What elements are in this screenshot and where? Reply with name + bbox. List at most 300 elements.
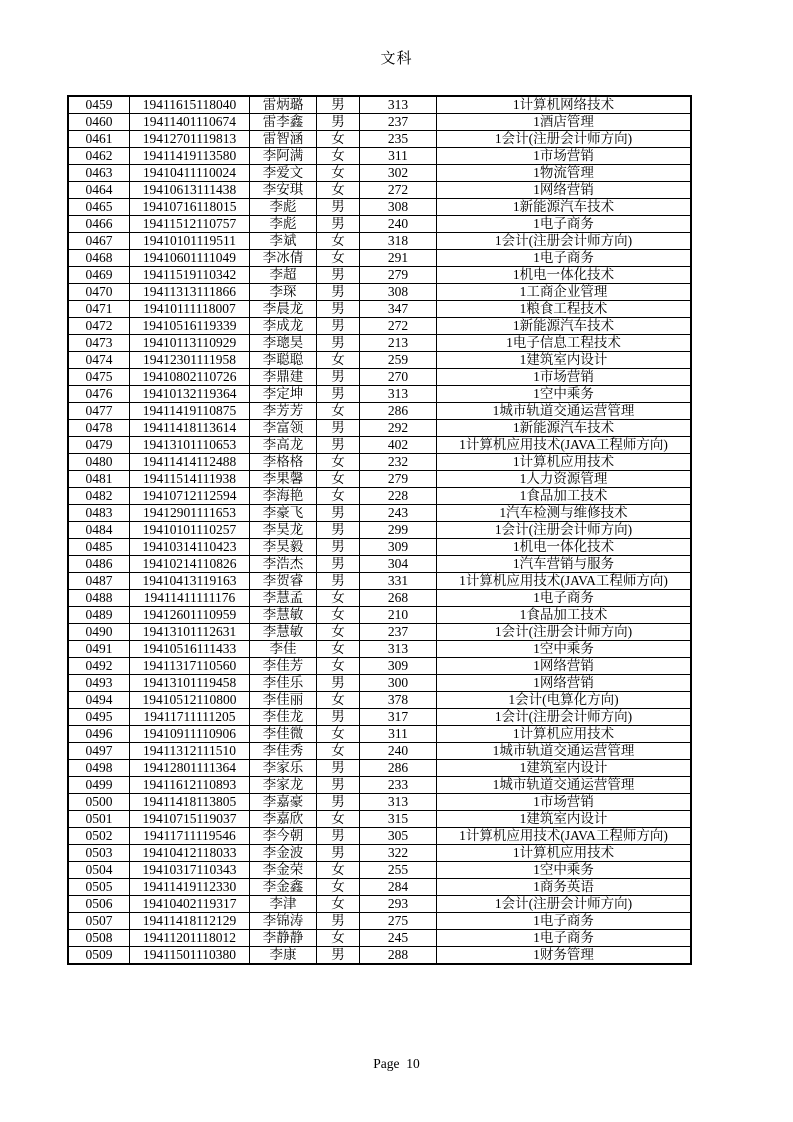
cell-seq: 0477 [68,403,130,420]
cell-seq: 0500 [68,794,130,811]
cell-score: 235 [360,131,437,148]
cell-name: 李嘉豪 [250,794,317,811]
cell-name: 李斌 [250,233,317,250]
cell-gender: 男 [317,335,360,352]
cell-seq: 0463 [68,165,130,182]
cell-seq: 0479 [68,437,130,454]
cell-gender: 女 [317,726,360,743]
cell-gender: 男 [317,267,360,284]
cell-seq: 0495 [68,709,130,726]
cell-exam-number: 19410317110343 [130,862,250,879]
cell-major: 1物流管理 [437,165,692,182]
cell-name: 李康 [250,947,317,965]
cell-exam-number: 19411419112330 [130,879,250,896]
cell-seq: 0473 [68,335,130,352]
cell-score: 347 [360,301,437,318]
cell-major: 1食品加工技术 [437,488,692,505]
cell-name: 李嘉欣 [250,811,317,828]
cell-gender: 女 [317,131,360,148]
cell-major: 1电子商务 [437,250,692,267]
table-row [68,284,691,301]
cell-major: 1空中乘务 [437,862,692,879]
cell-exam-number: 19410111118007 [130,301,250,318]
cell-seq: 0462 [68,148,130,165]
cell-seq: 0464 [68,182,130,199]
cell-score: 275 [360,913,437,930]
cell-score: 268 [360,590,437,607]
table-row [68,505,691,522]
cell-name: 李彪 [250,199,317,216]
cell-exam-number: 19410613111438 [130,182,250,199]
cell-seq: 0491 [68,641,130,658]
cell-gender: 女 [317,454,360,471]
table-row [68,539,691,556]
cell-score: 313 [360,641,437,658]
table-row [68,692,691,709]
cell-gender: 女 [317,471,360,488]
cell-gender: 男 [317,573,360,590]
cell-major: 1商务英语 [437,879,692,896]
cell-major: 1电子商务 [437,913,692,930]
cell-seq: 0468 [68,250,130,267]
cell-name: 李阿满 [250,148,317,165]
cell-seq: 0478 [68,420,130,437]
cell-name: 李璁昊 [250,335,317,352]
table-row [68,437,691,454]
cell-name: 李佳龙 [250,709,317,726]
cell-major: 1计算机应用技术 [437,454,692,471]
cell-gender: 男 [317,709,360,726]
cell-score: 308 [360,284,437,301]
table-row [68,658,691,675]
table-row [68,896,691,913]
cell-major: 1网络营销 [437,675,692,692]
table-row [68,675,691,692]
cell-name: 李浩杰 [250,556,317,573]
cell-seq: 0501 [68,811,130,828]
cell-major: 1计算机应用技术 [437,726,692,743]
cell-seq: 0504 [68,862,130,879]
cell-exam-number: 19410802110726 [130,369,250,386]
cell-name: 李定坤 [250,386,317,403]
cell-name: 李海艳 [250,488,317,505]
cell-exam-number: 19411201118012 [130,930,250,947]
table-row [68,335,691,352]
cell-major: 1会计(电算化方向) [437,692,692,709]
cell-score: 259 [360,352,437,369]
cell-exam-number: 19410516119339 [130,318,250,335]
cell-exam-number: 19411312111510 [130,743,250,760]
cell-gender: 男 [317,913,360,930]
table-row [68,182,691,199]
cell-score: 313 [360,794,437,811]
cell-gender: 女 [317,403,360,420]
cell-major: 1新能源汽车技术 [437,318,692,335]
cell-seq: 0489 [68,607,130,624]
cell-exam-number: 19411313111866 [130,284,250,301]
cell-name: 李琛 [250,284,317,301]
cell-name: 李昊毅 [250,539,317,556]
cell-exam-number: 19410132119364 [130,386,250,403]
table-row [68,318,691,335]
cell-seq: 0509 [68,947,130,965]
cell-major: 1食品加工技术 [437,607,692,624]
cell-score: 213 [360,335,437,352]
cell-gender: 男 [317,96,360,114]
cell-seq: 0474 [68,352,130,369]
cell-name: 李金鑫 [250,879,317,896]
cell-name: 雷炳璐 [250,96,317,114]
cell-major: 1城市轨道交通运营管理 [437,403,692,420]
cell-seq: 0460 [68,114,130,131]
cell-name: 李佳乐 [250,675,317,692]
cell-seq: 0483 [68,505,130,522]
cell-score: 311 [360,726,437,743]
cell-major: 1会计(注册会计师方向) [437,624,692,641]
cell-seq: 0496 [68,726,130,743]
cell-name: 李昊龙 [250,522,317,539]
cell-score: 318 [360,233,437,250]
cell-score: 286 [360,403,437,420]
cell-seq: 0471 [68,301,130,318]
cell-score: 315 [360,811,437,828]
cell-major: 1新能源汽车技术 [437,420,692,437]
table-row [68,233,691,250]
table-row [68,216,691,233]
cell-score: 317 [360,709,437,726]
cell-score: 331 [360,573,437,590]
cell-score: 237 [360,624,437,641]
cell-gender: 女 [317,165,360,182]
cell-major: 1酒店管理 [437,114,692,131]
cell-score: 240 [360,743,437,760]
cell-exam-number: 19413101112631 [130,624,250,641]
cell-name: 李高龙 [250,437,317,454]
cell-score: 305 [360,828,437,845]
cell-score: 210 [360,607,437,624]
cell-score: 309 [360,658,437,675]
cell-score: 233 [360,777,437,794]
cell-gender: 女 [317,896,360,913]
cell-major: 1人力资源管理 [437,471,692,488]
table-row [68,743,691,760]
cell-gender: 女 [317,862,360,879]
cell-seq: 0475 [68,369,130,386]
cell-gender: 男 [317,675,360,692]
cell-major: 1会计(注册会计师方向) [437,522,692,539]
cell-score: 313 [360,96,437,114]
table-row [68,862,691,879]
cell-gender: 男 [317,420,360,437]
cell-exam-number: 19410314110423 [130,539,250,556]
cell-name: 李佳丽 [250,692,317,709]
cell-exam-number: 19410402119317 [130,896,250,913]
cell-gender: 男 [317,828,360,845]
cell-gender: 女 [317,811,360,828]
cell-major: 1会计(注册会计师方向) [437,131,692,148]
cell-name: 雷智涵 [250,131,317,148]
table-row [68,879,691,896]
cell-major: 1建筑室内设计 [437,352,692,369]
cell-score: 302 [360,165,437,182]
cell-name: 李佳微 [250,726,317,743]
cell-gender: 男 [317,437,360,454]
cell-gender: 女 [317,607,360,624]
cell-seq: 0481 [68,471,130,488]
cell-seq: 0486 [68,556,130,573]
table-row [68,386,691,403]
cell-gender: 男 [317,369,360,386]
cell-major: 1计算机应用技术(JAVA工程师方向) [437,828,692,845]
cell-name: 李金波 [250,845,317,862]
cell-score: 402 [360,437,437,454]
cell-major: 1财务管理 [437,947,692,965]
cell-gender: 女 [317,658,360,675]
cell-seq: 0505 [68,879,130,896]
table-row [68,96,691,114]
cell-gender: 女 [317,692,360,709]
cell-gender: 女 [317,352,360,369]
cell-seq: 0485 [68,539,130,556]
table-row [68,267,691,284]
cell-gender: 女 [317,879,360,896]
cell-name: 李慧敏 [250,607,317,624]
cell-major: 1会计(注册会计师方向) [437,709,692,726]
cell-exam-number: 19410101119511 [130,233,250,250]
cell-gender: 男 [317,199,360,216]
cell-name: 李彪 [250,216,317,233]
cell-exam-number: 19411418113614 [130,420,250,437]
table-row [68,760,691,777]
table-row [68,131,691,148]
table-row [68,777,691,794]
table-row [68,471,691,488]
cell-gender: 男 [317,386,360,403]
cell-gender: 女 [317,743,360,760]
cell-exam-number: 19410411110024 [130,165,250,182]
table-row [68,709,691,726]
cell-seq: 0467 [68,233,130,250]
cell-major: 1计算机应用技术(JAVA工程师方向) [437,437,692,454]
cell-major: 1机电一体化技术 [437,267,692,284]
cell-score: 272 [360,182,437,199]
cell-major: 1建筑室内设计 [437,811,692,828]
cell-gender: 男 [317,556,360,573]
cell-score: 311 [360,148,437,165]
cell-exam-number: 19410601111049 [130,250,250,267]
cell-score: 237 [360,114,437,131]
cell-exam-number: 19411418112129 [130,913,250,930]
cell-major: 1计算机应用技术(JAVA工程师方向) [437,573,692,590]
cell-exam-number: 19412801111364 [130,760,250,777]
cell-exam-number: 19411317110560 [130,658,250,675]
cell-seq: 0494 [68,692,130,709]
cell-score: 308 [360,199,437,216]
cell-name: 李富领 [250,420,317,437]
cell-gender: 男 [317,760,360,777]
cell-exam-number: 19410101110257 [130,522,250,539]
cell-exam-number: 19410911110906 [130,726,250,743]
cell-gender: 男 [317,845,360,862]
cell-name: 李家龙 [250,777,317,794]
cell-score: 299 [360,522,437,539]
cell-name: 李豪飞 [250,505,317,522]
cell-exam-number: 19411519110342 [130,267,250,284]
cell-exam-number: 19410413119163 [130,573,250,590]
table-row [68,114,691,131]
cell-major: 1电子商务 [437,590,692,607]
cell-gender: 女 [317,488,360,505]
cell-major: 1新能源汽车技术 [437,199,692,216]
cell-name: 李格格 [250,454,317,471]
cell-score: 232 [360,454,437,471]
cell-gender: 女 [317,590,360,607]
cell-name: 李超 [250,267,317,284]
cell-name: 李鼎建 [250,369,317,386]
results-table [67,95,692,965]
cell-major: 1会计(注册会计师方向) [437,896,692,913]
cell-exam-number: 19411711119546 [130,828,250,845]
table-row [68,913,691,930]
cell-seq: 0499 [68,777,130,794]
cell-major: 1建筑室内设计 [437,760,692,777]
table-row [68,624,691,641]
cell-seq: 0465 [68,199,130,216]
cell-score: 279 [360,267,437,284]
table-row [68,301,691,318]
cell-seq: 0466 [68,216,130,233]
cell-gender: 男 [317,947,360,965]
table-row [68,369,691,386]
cell-exam-number: 19410113110929 [130,335,250,352]
cell-gender: 女 [317,148,360,165]
table-row [68,522,691,539]
cell-seq: 0507 [68,913,130,930]
cell-exam-number: 19410712112594 [130,488,250,505]
cell-gender: 男 [317,777,360,794]
cell-name: 李聪聪 [250,352,317,369]
table-row [68,794,691,811]
cell-major: 1城市轨道交通运营管理 [437,743,692,760]
cell-major: 1网络营销 [437,182,692,199]
cell-score: 304 [360,556,437,573]
cell-seq: 0497 [68,743,130,760]
cell-seq: 0493 [68,675,130,692]
cell-major: 1电子信息工程技术 [437,335,692,352]
cell-gender: 男 [317,794,360,811]
cell-major: 1网络营销 [437,658,692,675]
cell-seq: 0461 [68,131,130,148]
cell-seq: 0506 [68,896,130,913]
cell-exam-number: 19411615118040 [130,96,250,114]
cell-exam-number: 19412701119813 [130,131,250,148]
table-row [68,828,691,845]
cell-exam-number: 19411414112488 [130,454,250,471]
cell-gender: 女 [317,250,360,267]
cell-score: 288 [360,947,437,965]
cell-major: 1会计(注册会计师方向) [437,233,692,250]
cell-major: 1粮食工程技术 [437,301,692,318]
cell-seq: 0469 [68,267,130,284]
cell-gender: 男 [317,539,360,556]
cell-major: 1空中乘务 [437,386,692,403]
cell-gender: 女 [317,182,360,199]
table-row [68,607,691,624]
cell-major: 1电子商务 [437,216,692,233]
cell-score: 240 [360,216,437,233]
cell-name: 李慧孟 [250,590,317,607]
cell-major: 1工商企业管理 [437,284,692,301]
cell-gender: 男 [317,216,360,233]
cell-exam-number: 19411612110893 [130,777,250,794]
cell-name: 李津 [250,896,317,913]
cell-score: 293 [360,896,437,913]
table-row [68,641,691,658]
cell-exam-number: 19412901111653 [130,505,250,522]
table-row [68,199,691,216]
cell-exam-number: 19413101119458 [130,675,250,692]
table-row [68,403,691,420]
cell-exam-number: 19411711111205 [130,709,250,726]
cell-gender: 男 [317,301,360,318]
table-row [68,726,691,743]
cell-name: 李果馨 [250,471,317,488]
cell-exam-number: 19411401110674 [130,114,250,131]
table-row [68,811,691,828]
cell-major: 1市场营销 [437,148,692,165]
cell-name: 李成龙 [250,318,317,335]
table-row [68,352,691,369]
cell-seq: 0492 [68,658,130,675]
cell-score: 292 [360,420,437,437]
table-row [68,930,691,947]
cell-gender: 男 [317,505,360,522]
cell-gender: 男 [317,114,360,131]
cell-name: 李家乐 [250,760,317,777]
cell-name: 李芳芳 [250,403,317,420]
cell-seq: 0508 [68,930,130,947]
cell-major: 1城市轨道交通运营管理 [437,777,692,794]
table-row [68,165,691,182]
cell-seq: 0498 [68,760,130,777]
cell-exam-number: 19412601110959 [130,607,250,624]
cell-name: 李静静 [250,930,317,947]
cell-score: 313 [360,386,437,403]
cell-exam-number: 19410214110826 [130,556,250,573]
page-footer: Page 10 [373,1056,420,1071]
cell-name: 李晨龙 [250,301,317,318]
cell-exam-number: 19412301111958 [130,352,250,369]
cell-gender: 女 [317,233,360,250]
cell-gender: 男 [317,284,360,301]
cell-name: 李锦涛 [250,913,317,930]
table-row [68,590,691,607]
cell-score: 270 [360,369,437,386]
cell-major: 1电子商务 [437,930,692,947]
table-row [68,556,691,573]
table-row [68,845,691,862]
cell-gender: 女 [317,930,360,947]
cell-seq: 0480 [68,454,130,471]
cell-exam-number: 19411418113805 [130,794,250,811]
cell-score: 378 [360,692,437,709]
cell-score: 309 [360,539,437,556]
cell-gender: 男 [317,318,360,335]
cell-major: 1空中乘务 [437,641,692,658]
cell-exam-number: 19411419110875 [130,403,250,420]
table-row [68,573,691,590]
cell-seq: 0476 [68,386,130,403]
